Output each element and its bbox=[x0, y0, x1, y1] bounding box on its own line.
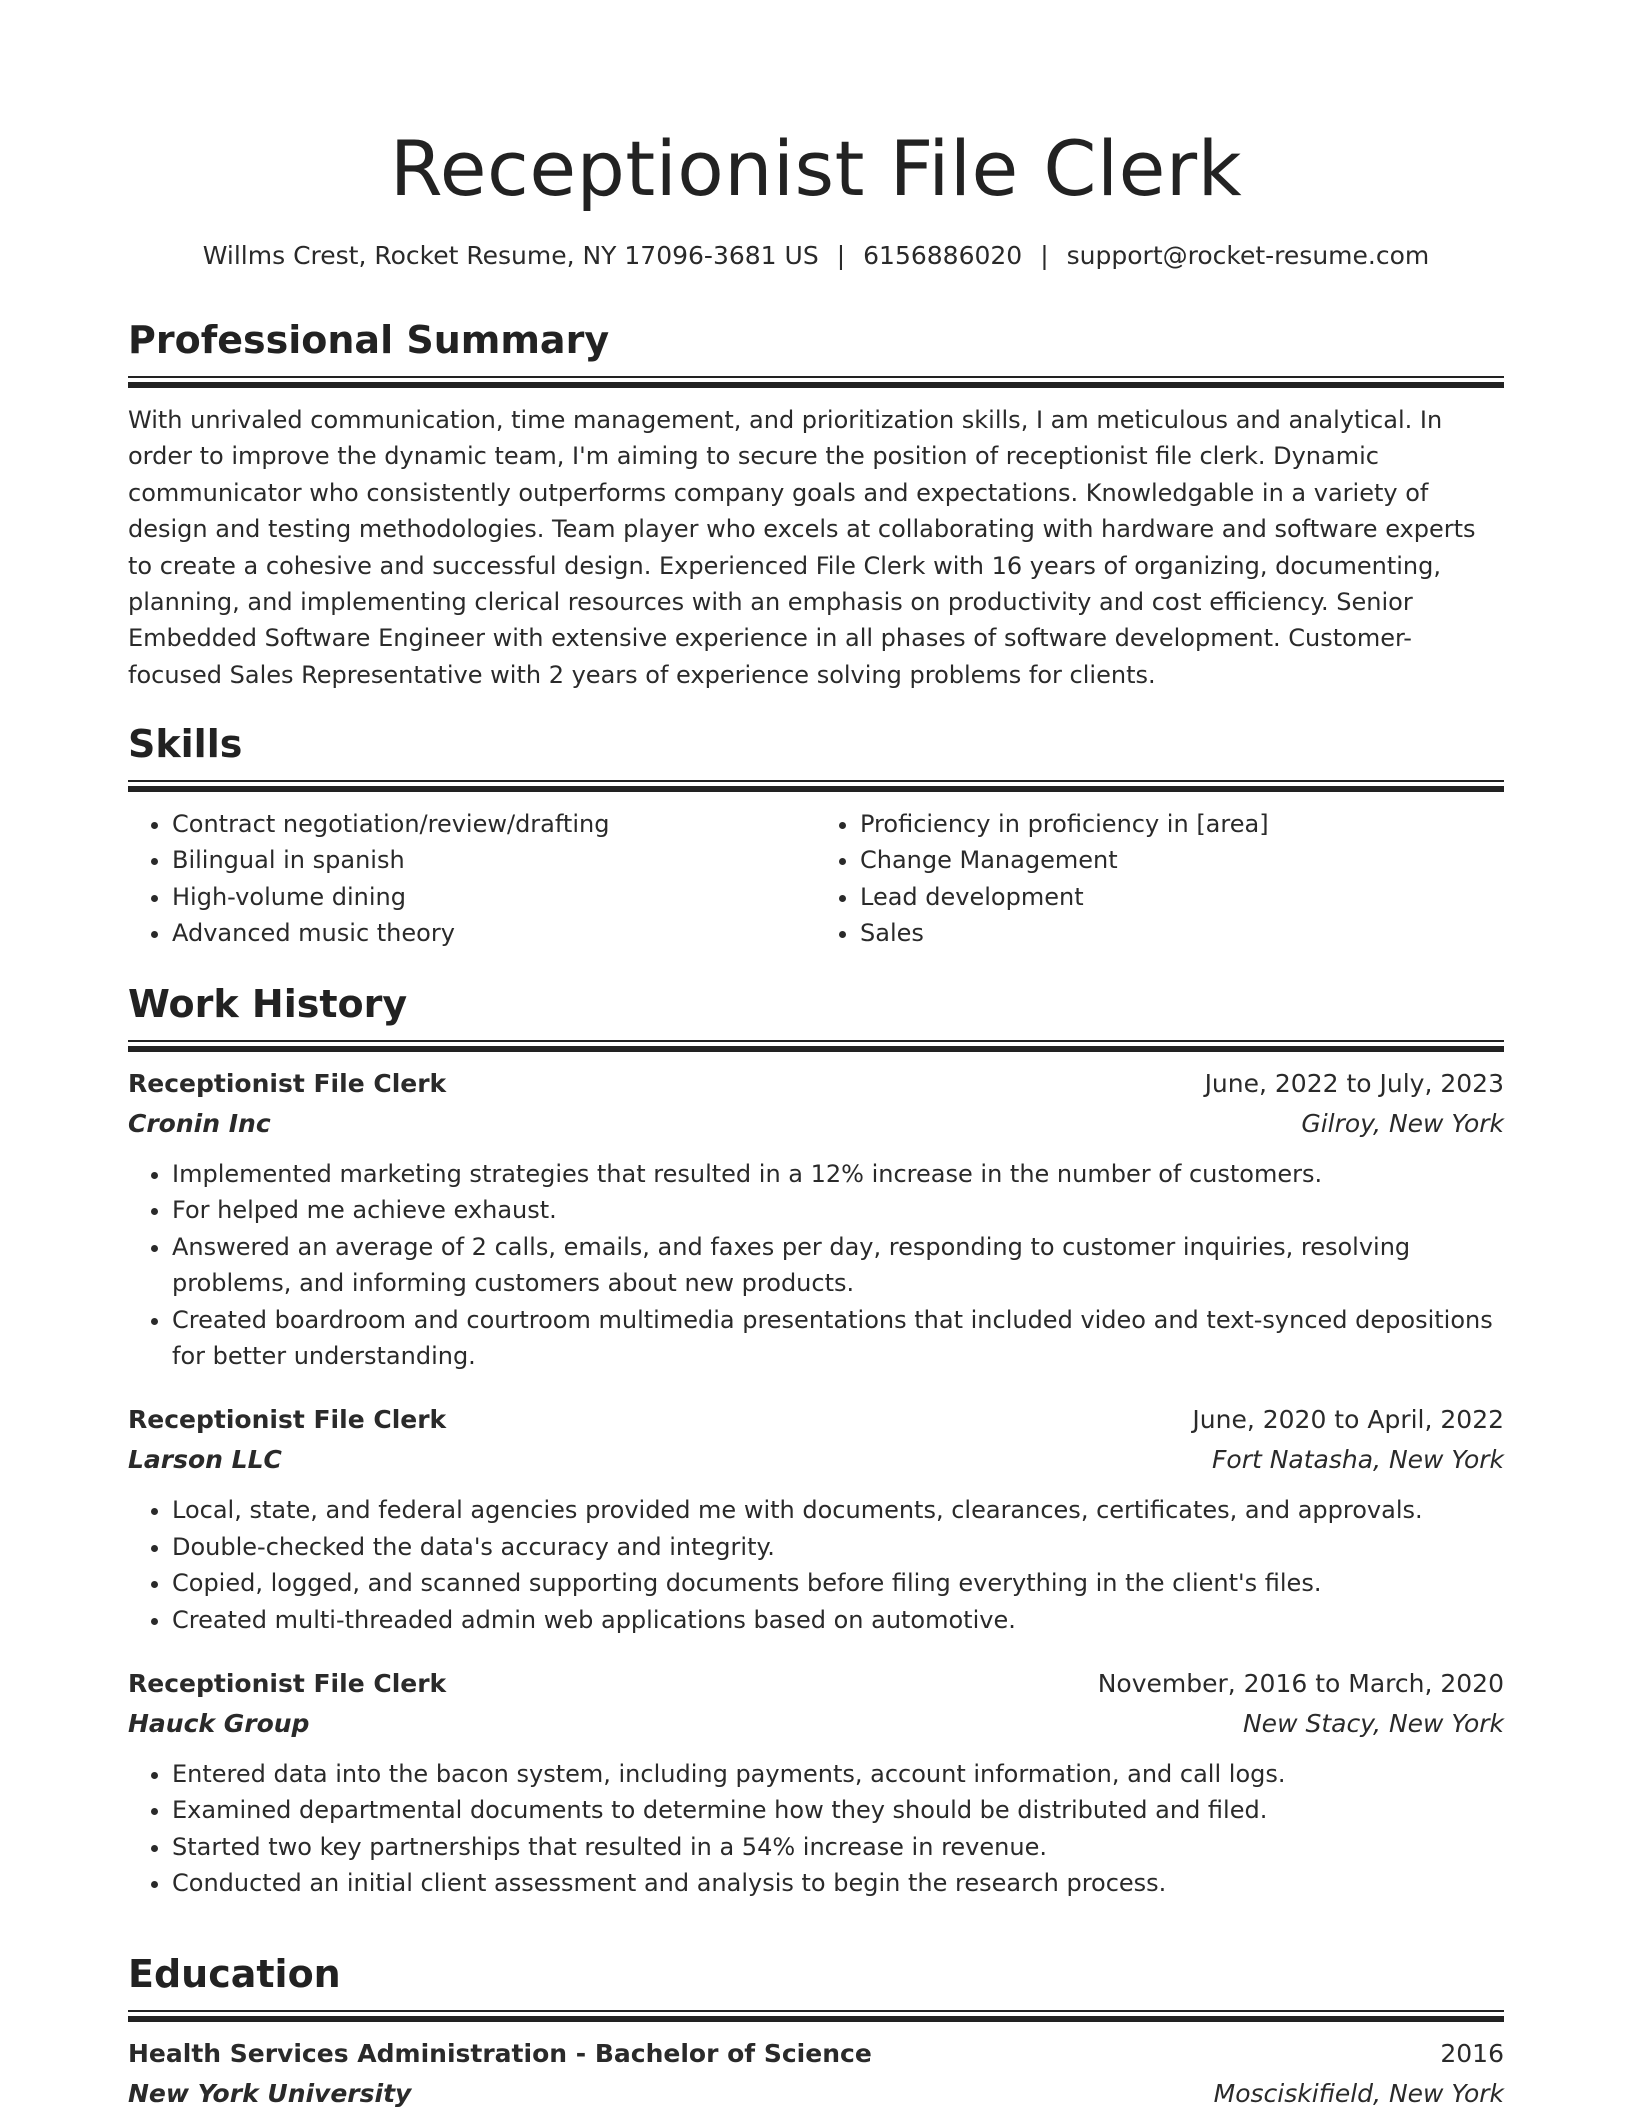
summary-text: With unrivaled communication, time management, and prioritization skills, I am meticulous and analytical. In order to improve the dynamic team, I'm aiming to secure the position of receptionist file clerk. Dynamic communicator who consistently outperforms company goals and expectations. Knowledgable in a variety of design and testing methodologies. Team player who excels at collaborating with hardware and software experts to create a cohesive and successful design. Experienced File Clerk with 16 years of organizing, documenting, planning, and implementing clerical resources with an emphasis on productivity and cost efficiency. Senior Embedded Software Engineer with extensive experience in all phases of software development. Customer-focused Sales Representative with 2 years of experience solving problems for clients. bbox=[128, 406, 1476, 689]
skills-list-left bbox=[128, 806, 816, 952]
job-entry bbox=[128, 1400, 1504, 1638]
job-dates: June, 2022 to July, 2023 bbox=[1204, 1069, 1504, 1098]
education-subheader bbox=[128, 2074, 1504, 2114]
job-bullet: • Started two key partnerships that resulted in a 54% increase in revenue. bbox=[172, 1829, 1504, 1865]
job-bullet: • Examined departmental documents to determine how they should be distributed and filed. bbox=[172, 1792, 1504, 1828]
contact-line bbox=[128, 240, 1504, 272]
job-bullets bbox=[128, 1156, 1504, 1374]
job-company: Hauck Group bbox=[128, 1709, 310, 1739]
section-divider bbox=[128, 1040, 1504, 1052]
job-subheader bbox=[128, 1704, 1504, 1744]
skill-item: • Advanced music theory bbox=[172, 915, 816, 951]
job-entry bbox=[128, 1064, 1504, 1374]
job-title: Receptionist File Clerk bbox=[128, 1405, 447, 1435]
job-company: Larson LLC bbox=[128, 1445, 282, 1475]
summary-section bbox=[128, 316, 1504, 693]
skills-columns bbox=[128, 806, 1504, 952]
job-title: Receptionist File Clerk bbox=[128, 1669, 447, 1699]
job-bullets bbox=[128, 1756, 1504, 1902]
job-bullet: • Copied, logged, and scanned supporting documents before filing everything in the client's files. bbox=[172, 1565, 1504, 1601]
skills-section bbox=[128, 720, 1504, 952]
education-school: New York University bbox=[128, 2079, 412, 2108]
skill-item: • Change Management bbox=[860, 842, 1504, 878]
skill-item: • Lead development bbox=[860, 879, 1504, 915]
contact-separator: | bbox=[836, 241, 846, 270]
job-dates: November, 2016 to March, 2020 bbox=[1097, 1669, 1504, 1699]
education-year: 2016 bbox=[1440, 2039, 1504, 2068]
job-bullet: • Created boardroom and courtroom multimedia presentations that included video and text-synced depositions for better understanding. bbox=[172, 1302, 1504, 1375]
job-header bbox=[128, 1664, 1504, 1704]
skills-list-right bbox=[816, 806, 1504, 952]
contact-address: Willms Crest, Rocket Resume, NY 17096-3681 US bbox=[202, 241, 819, 270]
contact-email: support@rocket-resume.com bbox=[1066, 241, 1430, 270]
job-title: Receptionist File Clerk bbox=[128, 1069, 447, 1098]
job-bullet: • Implemented marketing strategies that resulted in a 12% increase in the number of customers. bbox=[172, 1156, 1504, 1192]
contact-phone: 6156886020 bbox=[863, 241, 1023, 270]
job-subheader bbox=[128, 1104, 1504, 1144]
job-header bbox=[128, 1400, 1504, 1440]
skill-item: • Bilingual in spanish bbox=[172, 842, 816, 878]
education-header bbox=[128, 2034, 1504, 2074]
skills-heading: Skills bbox=[128, 722, 243, 766]
education-heading: Education bbox=[128, 1952, 341, 1996]
section-divider bbox=[128, 2010, 1504, 2022]
work-section bbox=[128, 980, 1504, 1902]
job-bullet: • Entered data into the bacon system, including payments, account information, and call logs. bbox=[172, 1756, 1504, 1792]
education-degree: Health Services Administration - Bachelor of Science bbox=[128, 2039, 872, 2068]
work-heading: Work History bbox=[128, 982, 408, 1026]
job-header bbox=[128, 1064, 1504, 1104]
skill-item: • Contract negotiation/review/drafting bbox=[172, 806, 816, 842]
resume-name: Receptionist File Clerk bbox=[389, 124, 1243, 213]
contact-separator: | bbox=[1040, 241, 1049, 270]
job-bullets bbox=[128, 1492, 1504, 1638]
resume-page bbox=[128, 0, 1504, 2108]
job-bullet: • Conducted an initial client assessment and analysis to begin the research process. bbox=[172, 1865, 1504, 1901]
job-bullet: • Local, state, and federal agencies provided me with documents, clearances, certificates, and approvals. bbox=[172, 1492, 1504, 1528]
job-dates: June, 2020 to April, 2022 bbox=[1192, 1405, 1504, 1435]
job-bullet: • Created multi-threaded admin web applications based on automotive. bbox=[172, 1602, 1504, 1638]
job-location: Fort Natasha, New York bbox=[1212, 1445, 1504, 1475]
job-entry bbox=[128, 1664, 1504, 1902]
skill-item: • Proficiency in proficiency in [area] bbox=[860, 806, 1504, 842]
job-bullet: • Double-checked the data's accuracy and integrity. bbox=[172, 1529, 1504, 1565]
job-location: New Stacy, New York bbox=[1242, 1709, 1504, 1739]
job-subheader bbox=[128, 1440, 1504, 1480]
section-divider bbox=[128, 780, 1504, 792]
education-section bbox=[128, 1950, 1504, 2114]
education-location: Mosciskifield, New York bbox=[1213, 2079, 1504, 2108]
skill-item: • Sales bbox=[860, 915, 1504, 951]
section-divider bbox=[128, 376, 1504, 388]
job-bullet: • For helped me achieve exhaust. bbox=[172, 1192, 1504, 1228]
job-bullet: • Answered an average of 2 calls, emails, and faxes per day, responding to customer inquiries, resolving problems, and informing customers about new products. bbox=[172, 1229, 1504, 1302]
job-company: Cronin Inc bbox=[128, 1109, 271, 1138]
summary-heading: Professional Summary bbox=[128, 318, 610, 362]
job-location: Gilroy, New York bbox=[1301, 1109, 1504, 1138]
skill-item: • High-volume dining bbox=[172, 879, 816, 915]
